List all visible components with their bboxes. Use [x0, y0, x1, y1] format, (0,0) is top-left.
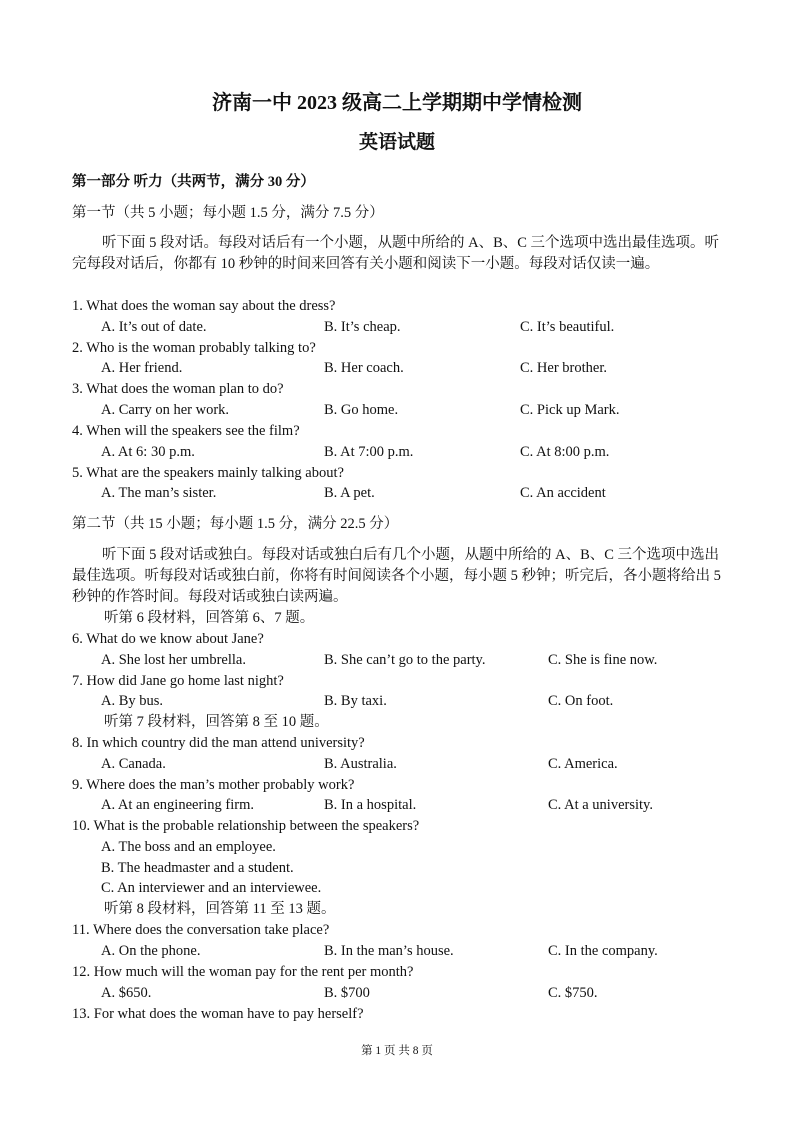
option-c: C. $750.	[548, 985, 598, 1001]
option-a: A. Her friend.	[101, 360, 183, 376]
page-footer: 第 1 页 共 8 页	[361, 1045, 433, 1057]
option-b: B. Her coach.	[324, 360, 404, 376]
option-b: B. She can’t go to the party.	[324, 652, 486, 668]
material-note: 听第 7 段材料，回答第 8 至 10 题。	[104, 714, 329, 730]
option-c: C. An interviewer and an interviewee.	[101, 880, 322, 896]
exam-subtitle: 英语试题	[358, 132, 435, 153]
question-stem: 11. Where does the conversation take place?	[72, 922, 330, 938]
question-stem: 1. What does the woman say about the dress?	[72, 298, 336, 314]
option-b: B. A pet.	[324, 485, 375, 501]
question-stem: 6. What do we know about Jane?	[72, 631, 264, 647]
option-b: B. Australia.	[324, 756, 397, 772]
option-a: A. On the phone.	[101, 943, 201, 959]
option-b: B. $700	[324, 985, 370, 1001]
option-a: A. At 6: 30 p.m.	[101, 444, 195, 460]
option-c: C. At 8:00 p.m.	[520, 444, 610, 460]
option-c: C. Pick up Mark.	[520, 402, 620, 418]
option-c: C. An accident	[520, 485, 606, 501]
option-c: C. Her brother.	[520, 360, 607, 376]
question-stem: 5. What are the speakers mainly talking about?	[72, 465, 344, 481]
option-c: C. It’s beautiful.	[520, 319, 615, 335]
section1-heading: 第一节（共 5 小题；每小题 1.5 分，满分 7.5 分）	[72, 205, 384, 221]
option-b: B. In a hospital.	[324, 797, 417, 813]
question-stem: 4. When will the speakers see the film?	[72, 423, 300, 439]
option-a: A. It’s out of date.	[101, 319, 207, 335]
material-note: 听第 8 段材料，回答第 11 至 13 题。	[104, 901, 336, 917]
question-stem: 13. For what does the woman have to pay herself?	[72, 1006, 364, 1022]
option-b: B. By taxi.	[324, 693, 387, 709]
question-stem: 2. Who is the woman probably talking to?	[72, 340, 316, 356]
material-note: 听第 6 段材料，回答第 6、7 题。	[104, 610, 315, 626]
question-stem: 7. How did Jane go home last night?	[72, 673, 284, 689]
section2-instructions: 听下面 5 段对话或独白。每段对话或独白后有几个小题，从题中所给的 A、B、C 三个选项中选出最佳选项。听每段对话或独白前，你将有时间阅读各个小题，每小题 5 秒钟；听完后，各小题将给出 5 秒钟的作答时间。每段对话或独白读两遍。	[72, 547, 721, 605]
exam-title: 济南一中 2023 级高二上学期期中学情检测	[212, 92, 582, 114]
question-stem: 3. What does the woman plan to do?	[72, 381, 284, 397]
option-a: A. At an engineering firm.	[101, 797, 255, 813]
option-b: B. Go home.	[324, 402, 399, 418]
option-b: B. The headmaster and a student.	[101, 860, 294, 876]
option-c: C. She is fine now.	[548, 652, 658, 668]
section2-heading: 第二节（共 15 小题；每小题 1.5 分，满分 22.5 分）	[72, 516, 399, 532]
option-a: A. By bus.	[101, 693, 164, 709]
option-c: C. At a university.	[548, 797, 653, 813]
option-a: A. The man’s sister.	[101, 485, 217, 501]
question-stem: 12. How much will the woman pay for the rent per month?	[72, 964, 414, 980]
section1-instructions: 听下面 5 段对话。每段对话后有一个小题，从题中所给的 A、B、C 三个选项中选出最佳选项。听完每段对话后，你都有 10 秒钟的时间来回答有关小题和阅读下一小题。每段对话仅读一遍。	[72, 235, 720, 272]
option-a: A. Canada.	[101, 756, 166, 772]
option-b: B. It’s cheap.	[324, 319, 401, 335]
question-stem: 8. In which country did the man attend university?	[72, 735, 365, 751]
question-stem: 10. What is the probable relationship between the speakers?	[72, 818, 420, 834]
part1-heading: 第一部分 听力（共两节，满分 30 分）	[72, 174, 315, 190]
option-c: C. On foot.	[548, 693, 614, 709]
option-a: A. $650.	[101, 985, 152, 1001]
option-c: C. In the company.	[548, 943, 658, 959]
option-b: B. In the man’s house.	[324, 943, 454, 959]
question-stem: 9. Where does the man’s mother probably work?	[72, 777, 355, 793]
option-c: C. America.	[548, 756, 618, 772]
option-a: A. She lost her umbrella.	[101, 652, 246, 668]
option-a: A. Carry on her work.	[101, 402, 230, 418]
option-a: A. The boss and an employee.	[101, 839, 276, 855]
option-b: B. At 7:00 p.m.	[324, 444, 414, 460]
